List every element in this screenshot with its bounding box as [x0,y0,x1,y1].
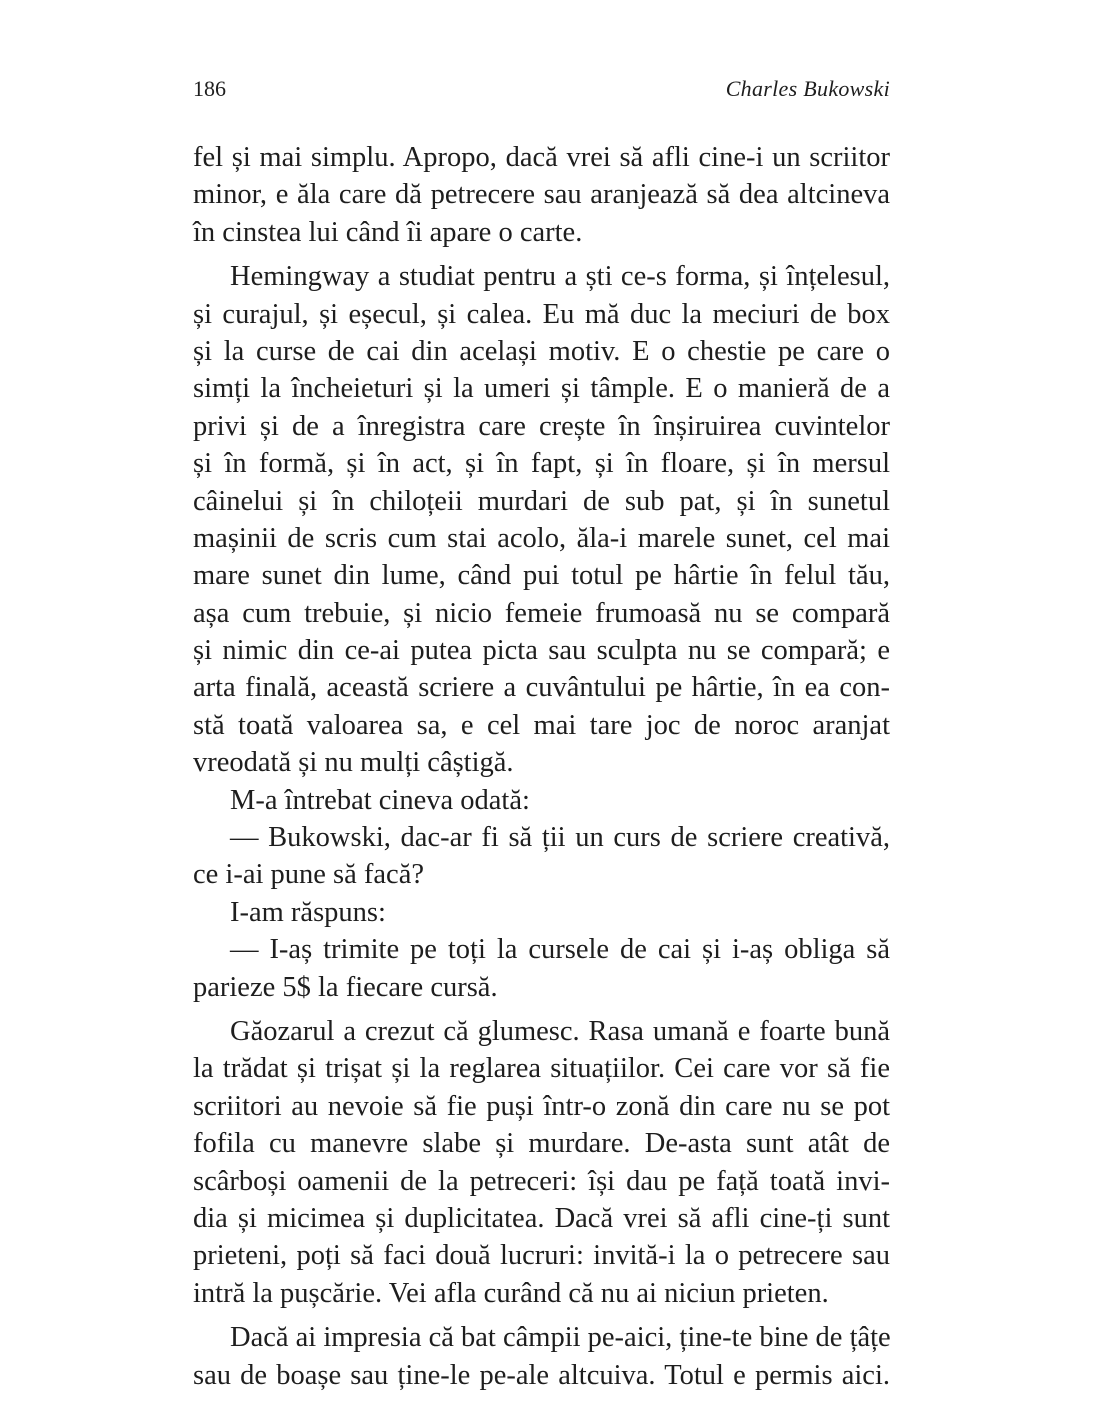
text-line: simți la încheieturi și la umeri și tâmple. E o manieră de a [193,373,890,405]
page-number: 186 [193,76,226,101]
text-line: sau de boașe sau ține-le pe-ale altcuiva. Totul e permis aici. [193,1359,890,1391]
text-line: scârboși oamenii de la petreceri: își dau pe față toată invi- [193,1165,890,1197]
text-line: minor, e ăla care dă petrecere sau aranjează să dea altcineva [193,179,890,211]
text-line: și curajul, și eșecul, și calea. Eu mă duc la meciuri de box [193,298,890,330]
text-line: M-a întrebat cineva odată: [230,784,530,816]
text-line: fofila cu manevre slabe și murdare. De-asta sunt atât de [193,1128,890,1160]
text-line: parieze 5$ la fiecare cursă. [193,971,498,1003]
text-line: — I-aș trimite pe toți la cursele de cai și i-aș obliga să [230,934,890,966]
text-line: — Bukowski, dac-ar fi să ții un curs de scriere creativă, [230,822,890,854]
text-line: așa cum trebuie, și nicio femeie frumoasă nu se compară [193,597,890,629]
text-line: privi și de a înregistra care crește în înșiruirea cuvintelor [193,410,890,442]
text-line: mare sunet din lume, când pui totul pe hârtie în felul tău, [193,560,890,592]
running-head [193,72,890,106]
paragraph [193,819,890,894]
paragraph [193,931,890,1006]
text-line: și la curse de cai din același motiv. E o chestie pe care o [193,335,890,367]
text-line: arta finală, această scriere a cuvântului pe hârtie, în ea con- [193,672,890,704]
text-line: Dacă ai impresia că bat câmpii pe-aici, ține-te bine de țâțe [230,1322,891,1354]
text-line: prieteni, poți să faci două lucruri: invită-i la o petrecere sau [193,1240,890,1272]
text-line: dia și micimea și duplicitatea. Dacă vrei să afli cine-ți sunt [193,1202,890,1234]
text-line: mașinii de scris cum stai acolo, ăla-i marele sunet, cel mai [193,522,890,554]
text-line: vreodată și nu mulți câștigă. [193,747,514,779]
paragraph [193,894,890,931]
text-line: în cinstea lui când îi apare o carte. [193,216,583,248]
text-line: la trădat și trișat și la reglarea situațiilor. Cei care vor să fie [193,1053,890,1085]
paragraph [193,139,890,251]
paragraph [193,1013,890,1312]
paragraph [193,782,890,819]
text-line: Găozarul a crezut că glumesc. Rasa umană e foarte bună [230,1015,890,1047]
text-line: fel și mai simplu. Apropo, dacă vrei să afli cine-i un scriitor [193,142,890,173]
text-line: I-am răspuns: [230,896,386,928]
text-line: câinelui și în chiloțeii murdari de sub pat, și în sunetul [193,485,890,517]
text-line: stă toată valoarea sa, e cel mai tare joc de noroc aranjat [193,709,890,741]
text-line: intră la pușcărie. Vei afla curând că nu ai niciun prieten. [193,1277,829,1309]
paragraph [193,258,890,781]
text-line: ce i-ai pune să facă? [193,859,425,891]
body-text [193,139,890,1394]
text-line: Hemingway a studiat pentru a ști ce-s forma, și înțelesul, [230,261,890,293]
text-line: scriitori au nevoie să fie puși într-o zonă din care nu se pot [193,1090,890,1122]
text-line: și în formă, și în act, și în fapt, și în floare, și în mersul [193,448,890,480]
running-head-author: Charles Bukowski [725,76,890,101]
text-line: și nimic din ce-ai putea picta sau sculpta nu se compară; e [193,635,890,667]
paragraph [193,1319,890,1394]
